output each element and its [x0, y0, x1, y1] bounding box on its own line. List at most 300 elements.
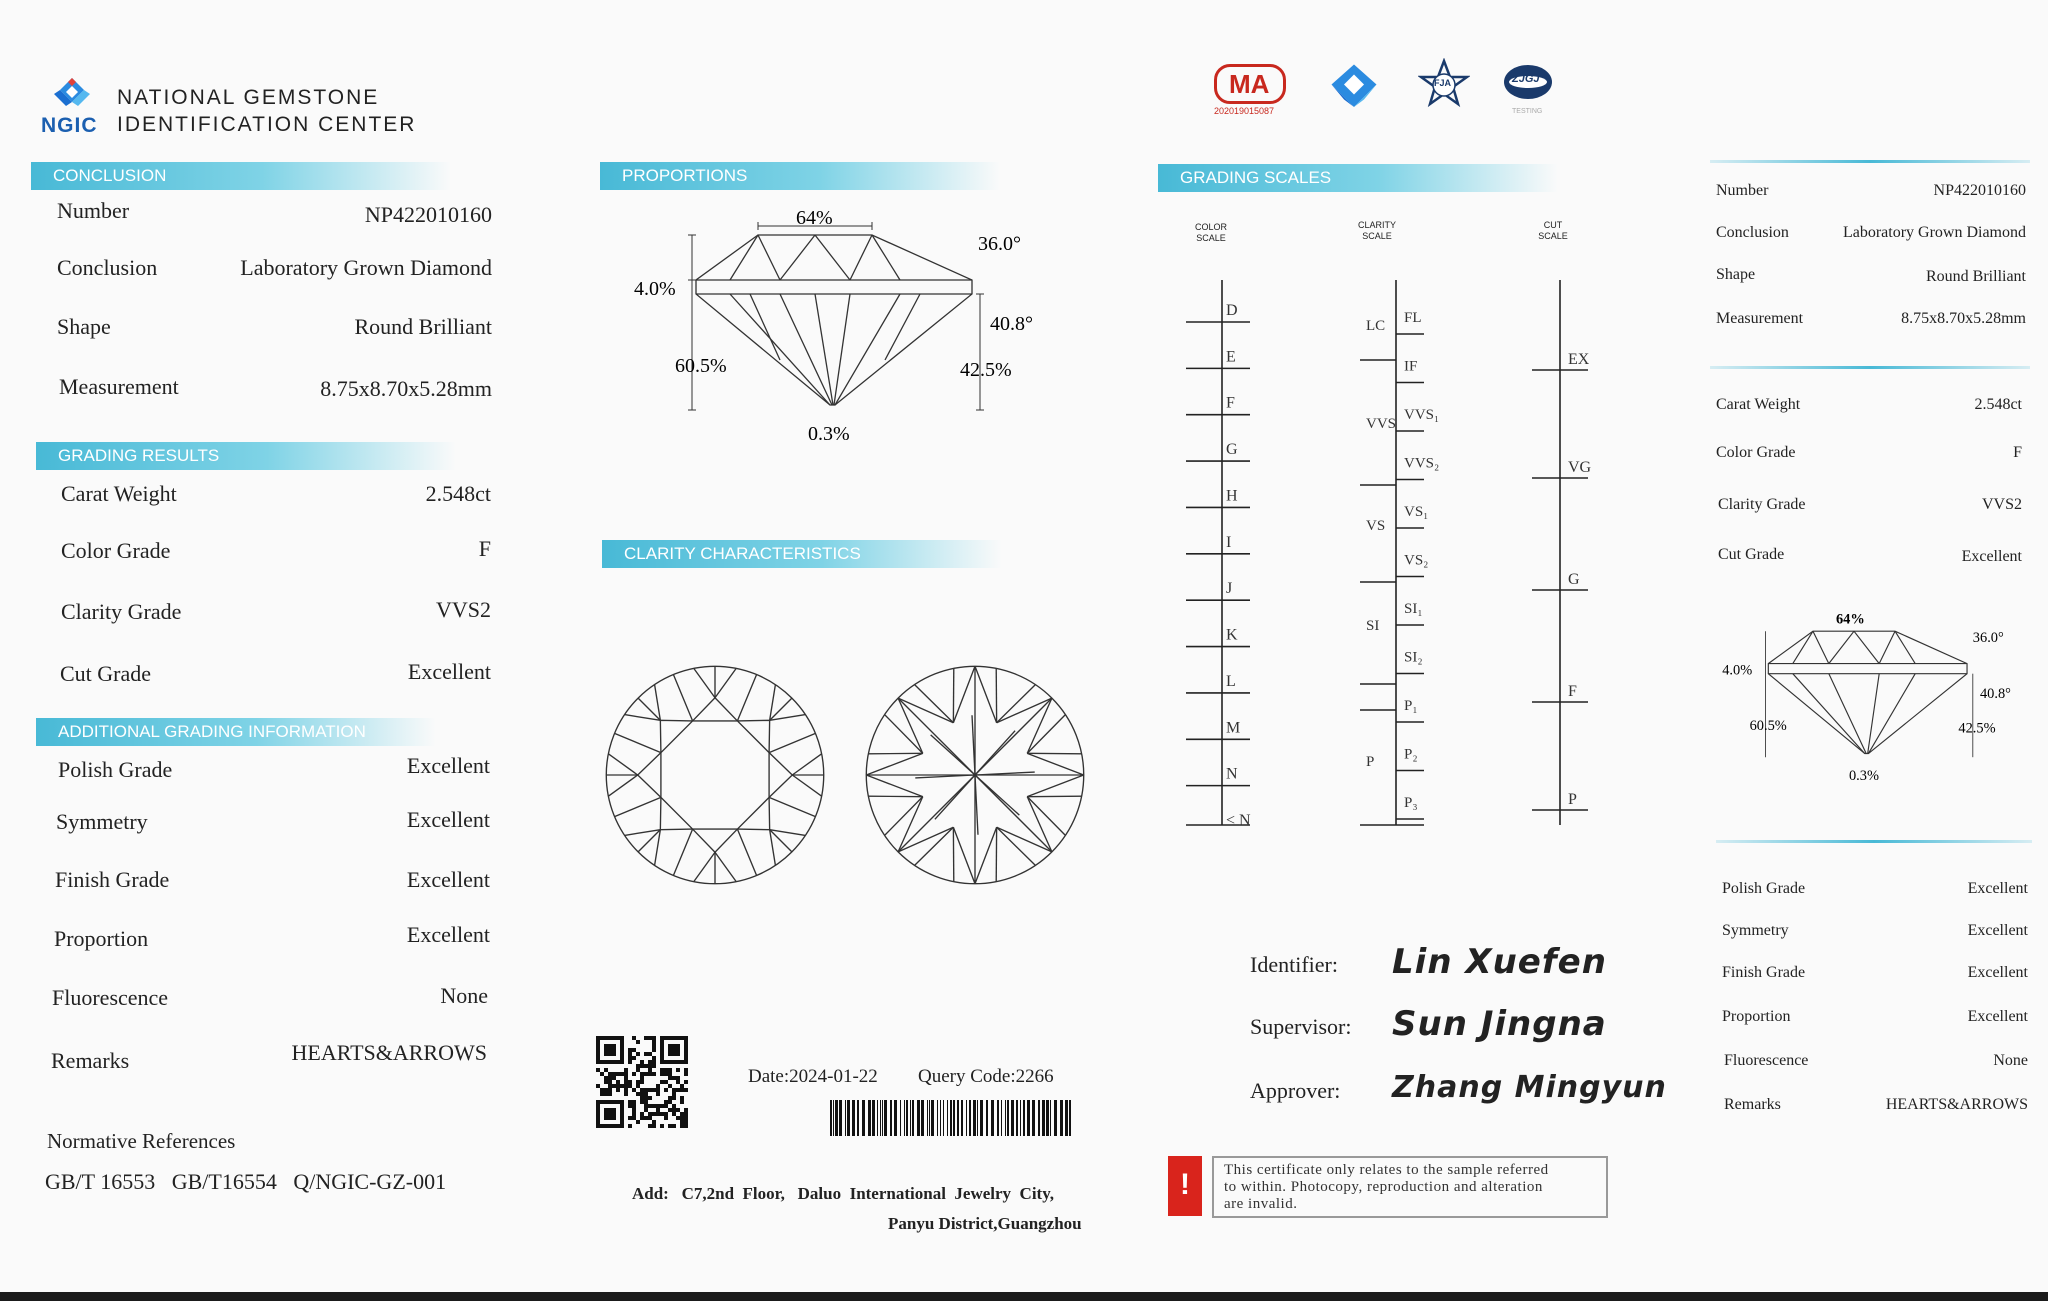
- qr-module: [672, 1096, 676, 1100]
- barcode-bar: [940, 1100, 941, 1136]
- qr-module: [680, 1096, 684, 1100]
- label: Proportion: [1722, 1008, 1791, 1025]
- label: Proportion: [54, 926, 149, 951]
- value: HEARTS&ARROWS: [291, 1040, 487, 1065]
- qr-module: [644, 1100, 648, 1104]
- clarity-grade-label: SI₂: [1404, 649, 1423, 666]
- clarity-group-label: SI: [1366, 618, 1380, 634]
- validity-notice: [1168, 1152, 1612, 1222]
- qr-module: [616, 1088, 620, 1092]
- qr-module: [632, 1048, 636, 1052]
- value: F: [2013, 444, 2022, 461]
- cma-logo: [1214, 64, 1286, 104]
- qr-module: [640, 1092, 644, 1096]
- qr-module: [648, 1124, 652, 1128]
- warning-mark: !: [1180, 1168, 1190, 1201]
- signature-approver-row: [1250, 1066, 1670, 1116]
- pavilion-depth: 42.5%: [960, 359, 1012, 381]
- cut-grade-label: EX: [1568, 351, 1590, 368]
- label: Fluorescence: [52, 985, 169, 1010]
- lower-girdle-facet: [997, 685, 1036, 723]
- lower-girdle-facet: [1027, 753, 1083, 775]
- barcode-bar: [884, 1100, 887, 1136]
- notice-line: This certificate only relates to the sample referred: [1224, 1162, 1549, 1178]
- qr-module: [628, 1052, 632, 1056]
- qr-module: [648, 1068, 652, 1072]
- signature-supervisor-row: [1250, 1004, 1650, 1054]
- qr-module: [668, 1096, 672, 1100]
- qr-module: [660, 1112, 664, 1116]
- label: Carat Weight: [1716, 396, 1801, 413]
- qr-module: [668, 1084, 672, 1088]
- label: Conclusion: [57, 255, 158, 280]
- qr-module: [604, 1076, 608, 1080]
- qr-module: [640, 1064, 644, 1068]
- certificate-header: [38, 76, 458, 142]
- qr-module: [648, 1064, 652, 1068]
- value: Excellent: [406, 922, 490, 947]
- label: Measurement: [1716, 310, 1804, 327]
- barcode-bar: [1050, 1100, 1051, 1136]
- barcode-bar: [868, 1100, 871, 1136]
- label: Shape: [57, 314, 111, 339]
- qr-finder: [668, 1044, 680, 1056]
- qr-module: [652, 1088, 656, 1092]
- qr-module: [676, 1116, 680, 1120]
- qr-module: [640, 1060, 644, 1064]
- qr-module: [652, 1036, 656, 1040]
- section-conclusion: CONCLUSION: [31, 162, 451, 190]
- value: Round Brilliant: [1926, 268, 2026, 285]
- barcode-bar: [1032, 1100, 1035, 1136]
- section-clarity-characteristics: CLARITY CHARACTERISTICS: [602, 540, 1002, 568]
- qr-module: [608, 1084, 612, 1088]
- value: Excellent: [407, 659, 491, 684]
- qr-module: [684, 1116, 688, 1120]
- qr-module: [644, 1072, 648, 1076]
- lower-girdle-facet: [898, 698, 953, 723]
- zjgj-logo-text: ZJGJ: [1512, 73, 1540, 85]
- label: Finish Grade: [55, 867, 170, 892]
- qr-module: [672, 1092, 676, 1096]
- cert-date: Date:2024-01-22: [748, 1066, 878, 1087]
- qr-module: [624, 1076, 628, 1080]
- qr-module: [684, 1112, 688, 1116]
- qr-module: [664, 1100, 668, 1104]
- kite-edge: [737, 829, 756, 875]
- signature-identifier-row: [1250, 940, 1650, 990]
- clarity-scale-title: [1352, 220, 1402, 242]
- qr-module: [652, 1044, 656, 1048]
- barcode-bar: [986, 1100, 988, 1136]
- pavilion-main-facet: [898, 698, 975, 775]
- kite-edge: [673, 829, 692, 875]
- qr-module: [628, 1104, 632, 1108]
- notice-line: to within. Photocopy, reproduction and alteration: [1224, 1179, 1543, 1195]
- clarity-grade-label: SI₁: [1404, 601, 1423, 617]
- upper-girdle-facet: [792, 754, 821, 775]
- qr-module: [684, 1072, 688, 1076]
- label: Carat Weight: [61, 481, 177, 506]
- qr-module: [616, 1072, 620, 1076]
- kite-edge: [673, 675, 692, 721]
- stub-proportion-diagram: [1712, 606, 2032, 786]
- qr-module: [656, 1084, 660, 1088]
- qr-module: [640, 1080, 644, 1084]
- color-grade-label: N: [1226, 765, 1238, 783]
- barcode-bar: [830, 1100, 832, 1136]
- qr-module: [676, 1068, 680, 1072]
- kite-edge: [615, 797, 661, 816]
- cma-logo-text: MA: [1229, 69, 1270, 99]
- barcode-bar: [1023, 1100, 1025, 1136]
- lower-girdle-facet: [975, 827, 997, 883]
- clarity-group-label: VS: [1366, 518, 1386, 534]
- grading-scales-chart: [1170, 270, 1610, 830]
- label: Number: [57, 198, 130, 223]
- barcode-bar: [857, 1100, 859, 1136]
- value: Excellent: [406, 807, 490, 832]
- qr-module: [652, 1040, 656, 1044]
- qr-module: [600, 1072, 604, 1076]
- qr-module: [664, 1088, 668, 1092]
- value: None: [1993, 1052, 2028, 1069]
- qr-module: [608, 1092, 612, 1096]
- color-grade-label: F: [1226, 394, 1235, 412]
- table-facet: [661, 721, 769, 829]
- cut-scale-title: [1530, 220, 1576, 242]
- qr-module: [644, 1092, 648, 1096]
- lower-girdle-facet: [885, 715, 923, 754]
- clarity-grade-label: FL: [1404, 310, 1422, 326]
- barcode-bar: [947, 1100, 948, 1136]
- barcode-bar: [890, 1100, 892, 1136]
- total-depth: 60.5%: [675, 355, 727, 377]
- qr-module: [684, 1124, 688, 1128]
- culet: 0.3%: [808, 423, 850, 445]
- qr-module: [604, 1068, 608, 1072]
- qr-module: [652, 1104, 656, 1108]
- value: F: [478, 536, 491, 561]
- barcode-bar: [912, 1100, 914, 1136]
- barcode-bar: [852, 1100, 855, 1136]
- pavilion-main-facet: [898, 775, 975, 852]
- label: Remarks: [1724, 1096, 1781, 1113]
- qr-module: [624, 1084, 628, 1088]
- qr-module: [676, 1108, 680, 1112]
- fja-logo-text: FJA: [1434, 78, 1452, 88]
- color-grade-label: G: [1226, 441, 1238, 459]
- crown-height: 4.0%: [1722, 662, 1753, 679]
- lower-girdle-facet: [1027, 797, 1065, 836]
- value: Excellent: [406, 753, 490, 778]
- barcode-bar: [1038, 1100, 1040, 1136]
- barcode-bar: [1054, 1100, 1057, 1136]
- qr-module: [636, 1068, 640, 1072]
- qr-module: [608, 1072, 612, 1076]
- section-additional: ADDITIONAL GRADING INFORMATION: [36, 718, 436, 746]
- qr-module: [656, 1112, 660, 1116]
- qr-module: [612, 1076, 616, 1080]
- qr-module: [648, 1104, 652, 1108]
- qr-module: [684, 1080, 688, 1084]
- label: Clarity Grade: [1718, 496, 1806, 513]
- qr-module: [636, 1080, 640, 1084]
- lower-girdle-facet: [898, 827, 953, 852]
- lower-girdle-facet: [953, 666, 975, 722]
- cut-grade-label: P: [1568, 791, 1577, 808]
- label: Remarks: [51, 1048, 130, 1073]
- qr-module: [648, 1112, 652, 1116]
- label: Measurement: [59, 374, 179, 399]
- qr-module: [652, 1064, 656, 1068]
- qr-module: [668, 1068, 672, 1072]
- qr-module: [628, 1124, 632, 1128]
- title-line: SCALE: [1362, 231, 1392, 241]
- label: Symmetry: [56, 809, 148, 834]
- value: Excellent: [1967, 922, 2028, 939]
- qr-module: [628, 1056, 632, 1060]
- qr-module: [680, 1124, 684, 1128]
- qr-module: [652, 1112, 656, 1116]
- qr-module: [660, 1080, 664, 1084]
- references-title: Normative References: [47, 1129, 236, 1153]
- clarity-grade-label: P₂: [1404, 746, 1418, 763]
- qr-module: [632, 1104, 636, 1108]
- qr-module: [684, 1108, 688, 1112]
- label: Cut Grade: [1718, 546, 1785, 563]
- clarity-group-label: P: [1366, 754, 1375, 770]
- table-pct: 64%: [796, 207, 833, 229]
- qr-module: [644, 1104, 648, 1108]
- barcode-bar: [1065, 1100, 1068, 1136]
- label: Polish Grade: [1722, 880, 1806, 897]
- diamond-outline: [696, 235, 972, 405]
- kite-edge: [769, 733, 815, 752]
- qr-module: [668, 1076, 672, 1080]
- qr-module: [668, 1072, 672, 1076]
- barcode-bar: [1046, 1100, 1049, 1136]
- qr-module: [676, 1076, 680, 1080]
- qr-module: [656, 1104, 660, 1108]
- stub-lower-divider: [1716, 840, 2032, 843]
- qr-module: [628, 1116, 632, 1120]
- qr-module: [664, 1116, 668, 1120]
- qr-module: [640, 1116, 644, 1120]
- crown-view-diagram: [600, 660, 830, 890]
- qr-module: [628, 1048, 632, 1052]
- value: NP422010160: [1933, 182, 2026, 199]
- color-grade-label: L: [1226, 672, 1236, 690]
- value: 8.75x8.70x5.28mm: [320, 376, 492, 401]
- qr-module: [632, 1100, 636, 1104]
- barcode-bar: [839, 1100, 842, 1136]
- barcode-bar: [872, 1100, 875, 1136]
- lower-girdle-facet: [1027, 775, 1083, 797]
- qr-module: [628, 1080, 632, 1084]
- qr-module: [644, 1036, 648, 1040]
- qr-module: [608, 1076, 612, 1080]
- qr-module: [632, 1036, 636, 1040]
- query-code: Query Code:2266: [918, 1066, 1054, 1087]
- lower-girdle-facet: [997, 827, 1052, 852]
- qr-module: [652, 1060, 656, 1064]
- qr-module: [660, 1104, 664, 1108]
- qr-module: [644, 1116, 648, 1120]
- qr-module: [596, 1084, 600, 1088]
- label: Supervisor:: [1250, 1014, 1352, 1039]
- barcode-bar: [969, 1100, 971, 1136]
- label: Color Grade: [1716, 444, 1796, 461]
- pavilion-main-facet: [975, 698, 1052, 775]
- value: Laboratory Grown Diamond: [240, 255, 492, 280]
- qr-module: [652, 1072, 656, 1076]
- address-line2: Panyu District,Guangzhou: [888, 1214, 1082, 1233]
- qr-module: [680, 1084, 684, 1088]
- label: Approver:: [1250, 1078, 1341, 1103]
- qr-module: [676, 1080, 680, 1084]
- star-facet: [693, 829, 738, 852]
- qr-module: [664, 1068, 668, 1072]
- barcode-bar: [904, 1100, 905, 1136]
- title-line: SCALE: [1538, 231, 1568, 241]
- qr-module: [624, 1080, 628, 1084]
- lower-girdle-facet: [866, 753, 922, 775]
- barcode-bar: [910, 1100, 911, 1136]
- qr-module: [632, 1072, 636, 1076]
- label: Conclusion: [1716, 224, 1789, 241]
- org-name-line2: IDENTIFICATION CENTER: [117, 113, 417, 136]
- qr-module: [680, 1112, 684, 1116]
- cut-grade-label: G: [1568, 571, 1580, 588]
- qr-module: [648, 1088, 652, 1092]
- qr-module: [624, 1092, 628, 1096]
- qr-module: [664, 1080, 668, 1084]
- clarity-grade-label: VVS₂: [1404, 455, 1440, 472]
- clarity-group-label: VVS: [1366, 416, 1397, 432]
- upper-girdle-facet: [608, 754, 637, 775]
- color-grade-label: D: [1226, 302, 1238, 319]
- barcode-bar: [929, 1100, 930, 1136]
- barcode-bar: [961, 1100, 963, 1136]
- qr-module: [656, 1088, 660, 1092]
- qr-module: [684, 1068, 688, 1072]
- references-list: GB/T 16553 GB/T16554 Q/NGIC-GZ-001: [45, 1169, 447, 1194]
- qr-module: [604, 1092, 608, 1096]
- clarity-grade-label: P₁: [1404, 698, 1418, 714]
- table-pct: 64%: [1836, 611, 1865, 628]
- lower-girdle-facet: [1027, 715, 1065, 754]
- label: Symmetry: [1722, 922, 1789, 939]
- barcode-bar: [862, 1100, 865, 1136]
- qr-module: [636, 1120, 640, 1124]
- warning-icon: [1168, 1156, 1202, 1216]
- barcode-bar: [950, 1100, 952, 1136]
- value: Laboratory Grown Diamond: [1842, 224, 2026, 241]
- pavilion-main-facet: [975, 775, 1052, 852]
- clarity-grade-label: IF: [1404, 358, 1418, 375]
- clarity-grade-label: P₃: [1404, 795, 1418, 811]
- color-grade-label: H: [1226, 487, 1238, 505]
- qr-module: [632, 1116, 636, 1120]
- value: Excellent: [1961, 548, 2022, 565]
- qr-module: [660, 1068, 664, 1072]
- qr-module: [620, 1072, 624, 1076]
- qr-module: [648, 1096, 652, 1100]
- label: Shape: [1716, 266, 1756, 283]
- upper-girdle-facet: [608, 775, 637, 796]
- upper-girdle-facet: [715, 668, 736, 697]
- title-line: CUT: [1543, 220, 1563, 230]
- qr-module: [604, 1088, 608, 1092]
- notice-box: [1212, 1156, 1608, 1218]
- qr-module: [624, 1088, 628, 1092]
- value: HEARTS&ARROWS: [1885, 1096, 2028, 1113]
- lower-girdle-facet: [898, 797, 923, 852]
- lower-girdle-facet: [866, 775, 922, 797]
- pavilion-angle: 40.8°: [990, 313, 1033, 335]
- qr-finder: [604, 1044, 616, 1056]
- upper-girdle-facet: [792, 775, 821, 796]
- notice-line: are invalid.: [1224, 1196, 1298, 1212]
- barcode-icon: [830, 1100, 1072, 1136]
- label: Cut Grade: [60, 661, 152, 686]
- value: NP422010160: [364, 202, 492, 227]
- signature: Sun Jingna: [1392, 1004, 1607, 1044]
- barcode-bar: [894, 1100, 897, 1136]
- signature: Zhang Mingyun: [1392, 1070, 1667, 1105]
- value: 8.75x8.70x5.28mm: [1901, 310, 2026, 327]
- qr-module: [636, 1040, 640, 1044]
- value: None: [440, 983, 488, 1008]
- qr-code-icon: [596, 1036, 688, 1128]
- upper-girdle-facet: [715, 852, 736, 881]
- section-proportions: PROPORTIONS: [600, 162, 1000, 190]
- qr-module: [604, 1080, 608, 1084]
- barcode-bar: [927, 1100, 928, 1136]
- qr-module: [624, 1068, 628, 1072]
- proportion-diagram: [630, 200, 1050, 450]
- clarity-grade-label: VVS₁: [1404, 407, 1440, 423]
- qr-module: [636, 1092, 640, 1096]
- qr-module: [648, 1116, 652, 1120]
- qr-module: [612, 1084, 616, 1088]
- qr-module: [644, 1052, 648, 1056]
- qr-module: [652, 1124, 656, 1128]
- barcode-bar: [833, 1100, 834, 1136]
- barcode-bar: [906, 1100, 908, 1136]
- label: Identifier:: [1250, 952, 1338, 977]
- barcode-bar: [1001, 1100, 1002, 1136]
- barcode-bar: [1011, 1100, 1014, 1136]
- qr-module: [668, 1108, 672, 1112]
- star-facet: [638, 753, 661, 798]
- qr-module: [616, 1080, 620, 1084]
- upper-girdle-facet: [694, 668, 715, 697]
- qr-module: [624, 1072, 628, 1076]
- barcode-bar: [931, 1100, 934, 1136]
- barcode-bar: [880, 1100, 881, 1136]
- crown-angle: 36.0°: [978, 233, 1021, 255]
- qr-module: [652, 1056, 656, 1060]
- lower-girdle-facet: [915, 685, 954, 723]
- label: Number: [1716, 182, 1769, 199]
- color-grade-label: I: [1226, 533, 1232, 551]
- qr-module: [660, 1124, 664, 1128]
- crown-angle: 36.0°: [1972, 630, 2004, 646]
- barcode-bar: [835, 1100, 838, 1136]
- qr-module: [628, 1100, 632, 1104]
